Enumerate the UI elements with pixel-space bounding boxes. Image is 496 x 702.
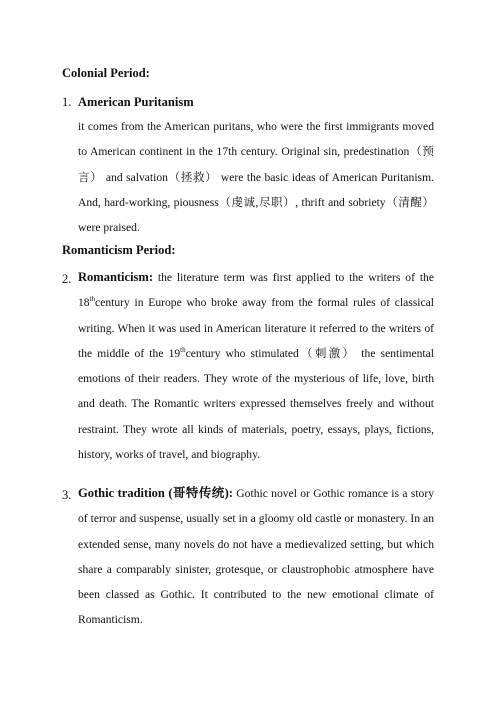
item-number-2: 2.: [62, 272, 72, 286]
romanticism-text-a: the literature term was first applied to the writers of the 18: [78, 271, 434, 310]
section-heading-romanticism: Romanticism Period:: [62, 243, 176, 257]
item-number-1: 1.: [62, 95, 72, 109]
romanticism-sup-b: th: [180, 346, 186, 355]
paragraph-puritanism: it comes from the American puritans, who were the first immigrants moved to American continent in the 17th century. Original sin, predestination（预言） and salvation（拯救） were the basic ideas of American Puritanism. And, hard-working, piousness（虔诚,尽职）, thrift and sobriety（清醒） were praised.: [78, 120, 434, 235]
section-heading-colonial: Colonial Period:: [62, 66, 150, 80]
item-title-puritanism: American Puritanism: [78, 95, 194, 109]
item-title-romanticism: Romanticism:: [78, 270, 153, 284]
item-title-gothic: Gothic tradition (哥特传统):: [78, 486, 233, 500]
romanticism-text-c: century who stimulated（刺激） the sentimental emotions of their readers. They wrote of the mysterious of life, love, birth and death. The Romantic writers expressed themselves freely and without restraint. They wrote all kinds of materials, poetry, essays, plays, fictions, history, works of travel, and biography.: [78, 346, 435, 462]
gothic-text: Gothic novel or Gothic romance is a story of terror and suspense, usually set in a gloomy old castle or monastery. In an extended sense, many novels do not have a medievalized setting, but which share a comparably sinister, grotesque, or claustrophobic atmosphere have been classed as Gothic. It contributed to the new emotional climate of Romanticism.: [78, 487, 434, 627]
item-number-3: 3.: [62, 488, 72, 502]
romanticism-text-b: century in Europe who broke away from the formal rules of classical writing. When it was used in American literature it referred to the writers of the middle of the 19: [78, 296, 434, 360]
paragraph-gothic: [78, 481, 434, 633]
paragraph-romanticism: [78, 265, 434, 467]
romanticism-sup-a: th: [89, 295, 96, 304]
